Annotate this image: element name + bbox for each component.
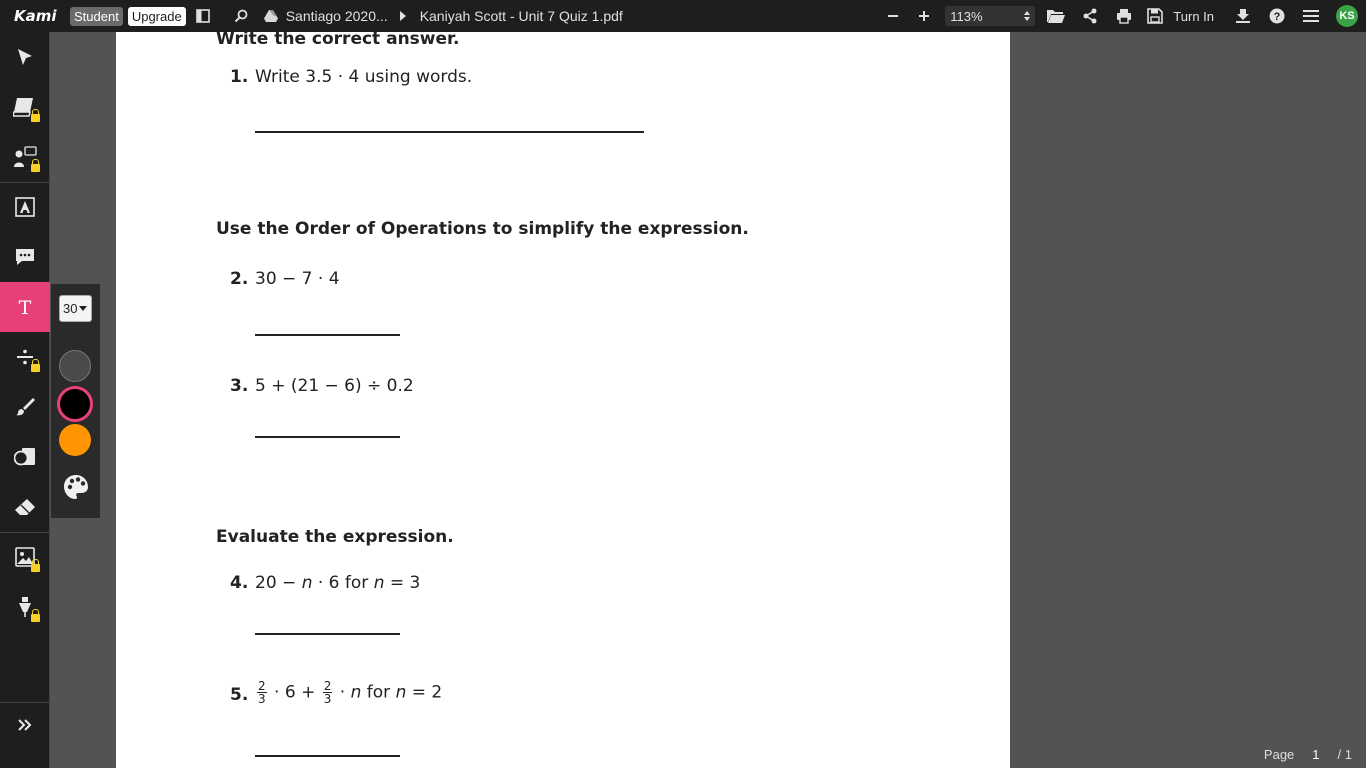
read-aloud-tool[interactable] (0, 132, 50, 182)
page-total: / 1 (1337, 747, 1352, 762)
shapes-tool[interactable] (0, 432, 50, 482)
answer-line-3[interactable] (255, 436, 400, 438)
eraser-icon (14, 498, 36, 516)
pdf-page[interactable] (116, 29, 1010, 768)
drawing-tool[interactable] (0, 382, 50, 432)
color-swatch-orange[interactable] (59, 424, 91, 456)
answer-line-5[interactable] (255, 755, 400, 757)
zoom-select[interactable] (945, 6, 1035, 26)
markup-tool[interactable] (0, 182, 50, 232)
question-1-number: 1. (230, 67, 249, 87)
caret-down-icon (79, 306, 87, 311)
turn-in-label: Turn In (1173, 8, 1214, 24)
sidebar-toggle-icon[interactable] (192, 5, 214, 27)
student-badge: Student (70, 7, 123, 26)
top-bar (0, 0, 1366, 32)
share-icon[interactable] (1079, 5, 1101, 27)
question-4-text: 20 − n · 6 for n = 3 (255, 573, 421, 593)
question-3-text: 5 + (21 − 6) ÷ 0.2 (255, 376, 414, 396)
fraction: $\frac{2}{3}$ (258, 679, 266, 706)
user-avatar[interactable]: KS (1336, 5, 1358, 27)
chevron-right-icon (392, 5, 414, 27)
answer-line-4[interactable] (255, 633, 400, 635)
search-icon[interactable] (230, 5, 252, 27)
color-swatch-black-selected[interactable] (57, 386, 93, 422)
question-2-number: 2. (230, 269, 249, 289)
open-folder-icon[interactable] (1045, 5, 1067, 27)
page-indicator (1264, 747, 1352, 762)
question-1-text: Write 3.5 · 4 using words. (255, 67, 473, 87)
color-swatch-gray[interactable] (59, 350, 91, 382)
question-2-text: 30 − 7 · 4 (255, 269, 340, 289)
menu-icon[interactable] (1300, 5, 1322, 27)
highlighter-icon (15, 197, 35, 217)
eraser-tool[interactable] (0, 482, 50, 532)
lock-icon (31, 364, 40, 372)
breadcrumb-file: Kaniyah Scott - Unit 7 Quiz 1.pdf (419, 8, 623, 24)
turn-in-button[interactable] (1147, 8, 1214, 24)
equation-tool[interactable] (0, 332, 50, 382)
question-3-number: 3. (230, 376, 249, 396)
font-size-value: 30 (63, 301, 78, 316)
section-heading-1: Write the correct answer. (216, 29, 460, 49)
left-toolbar (0, 32, 50, 768)
section-heading-2: Use the Order of Operations to simplify the expression. (216, 219, 749, 239)
question-4-number: 4. (230, 573, 249, 593)
double-chevron-right-icon (18, 719, 32, 731)
lock-icon (31, 164, 40, 172)
question-5-number: 5. (230, 685, 249, 705)
signature-tool[interactable] (0, 582, 50, 632)
zoom-value: 113% (950, 8, 983, 24)
section-heading-3: Evaluate the expression. (216, 527, 454, 547)
help-icon[interactable] (1266, 5, 1288, 27)
comment-icon (15, 248, 35, 266)
answer-line-1[interactable] (255, 131, 644, 133)
font-size-select[interactable] (59, 295, 92, 322)
answer-line-2[interactable] (255, 334, 400, 336)
shapes-icon (14, 447, 36, 467)
cursor-icon (16, 48, 34, 66)
print-icon[interactable] (1113, 5, 1135, 27)
comment-tool[interactable] (0, 232, 50, 282)
select-tool[interactable] (0, 32, 50, 82)
brush-icon (15, 397, 35, 417)
lock-icon (31, 564, 40, 572)
text-options-panel (51, 284, 100, 518)
text-tool[interactable] (0, 282, 50, 332)
fraction: $\frac{2}{3}$ (323, 679, 332, 706)
dictionary-tool[interactable] (0, 82, 50, 132)
google-drive-icon (260, 5, 282, 27)
download-icon[interactable] (1232, 5, 1254, 27)
question-5-text: $\frac{2}{3}$ · 6 + $\frac{2}{3}$ · n for n = 2 (258, 679, 443, 706)
kami-logo[interactable]: Kami (14, 7, 57, 25)
svg-text:?: ? (1273, 11, 1281, 23)
lock-icon (31, 614, 40, 622)
expand-toolbar-button[interactable] (0, 702, 50, 748)
color-palette-icon[interactable] (63, 474, 89, 505)
breadcrumb-folder[interactable]: Santiago 2020... (285, 8, 388, 24)
save-icon (1147, 8, 1163, 24)
add-image-tool[interactable] (0, 532, 50, 582)
zoom-in-icon[interactable] (913, 5, 935, 27)
upgrade-button[interactable]: Upgrade (128, 7, 186, 26)
select-arrows-icon (1024, 11, 1030, 21)
text-icon (16, 298, 34, 316)
svg-text:T: T (18, 298, 32, 316)
lock-icon (31, 114, 40, 122)
zoom-out-icon[interactable] (882, 5, 904, 27)
page-label: Page (1263, 747, 1295, 762)
page-number-input[interactable]: 1 (1312, 747, 1320, 762)
